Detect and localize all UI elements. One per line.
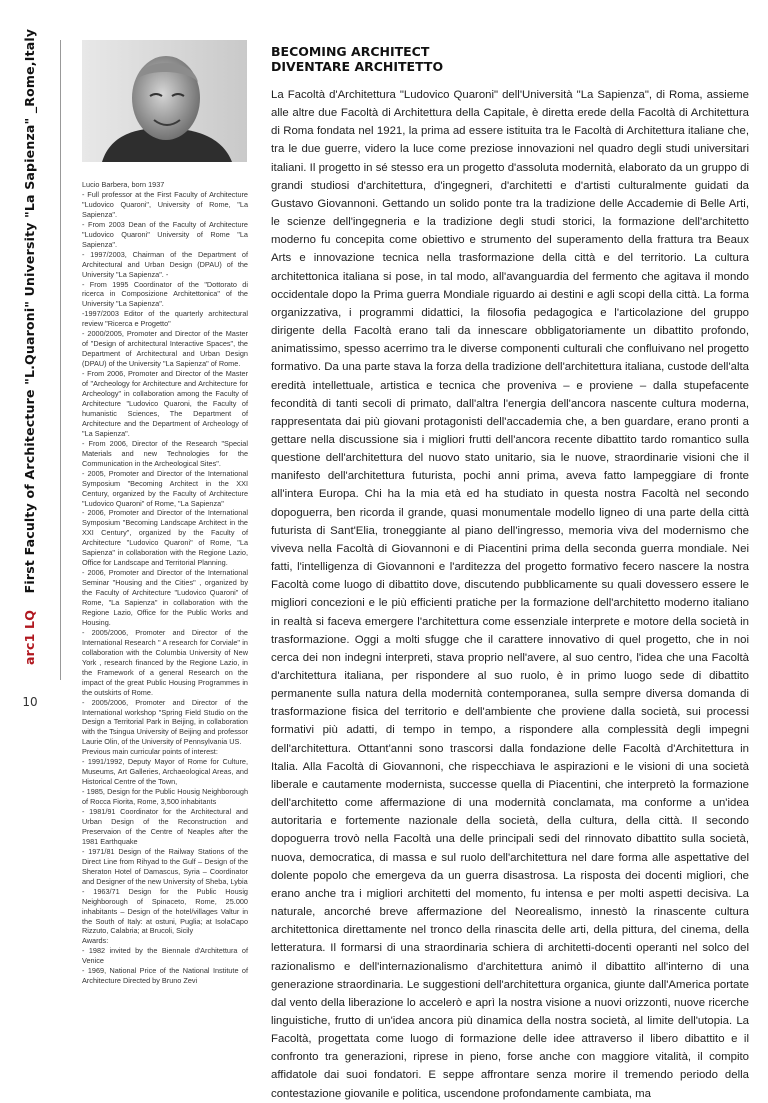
bio-line: - Full professor at the First Faculty of Architecture "Ludovico Quaroni", University of Rome, "La Sapienza". xyxy=(82,189,248,219)
page-title xyxy=(271,44,443,74)
title-italian: DIVENTARE ARCHITETTO xyxy=(271,59,444,74)
bio-line: - 2000/2005, Promoter and Director of the Master of "Design of architectural Interactive Spaces", the Department of Architectural and Urban Design (DPAU) of the University "La Sapienza" of Rome. xyxy=(82,329,248,369)
spine xyxy=(0,28,61,680)
bio-line: - 1971/81 Design of the Railway Stations of the Direct Line from Rihyad to the Gulf – Design of the Sheraton Hotel of Damascus, Syria – Coordinator and Designer of the new University of Sheba, Lybia xyxy=(82,846,248,886)
bio-line: - 1982 invited by the Biennale d'Architettura of Venice xyxy=(82,946,248,966)
bio-line: - 2005/2006, Promoter and Director of the International Research " A research for Corviale" in collaboration with the Columbia University of New York , research financed by the Regione Lazio, in the Framework of a general Research on the impact of the great Public Housing Programmes in the outskirts of Rome. xyxy=(82,627,248,697)
bio-line: - 1985, Design for the Public Housig Neighborough of Rocca Fiorita, Rome, 3,500 inhabitants xyxy=(82,787,248,807)
article-body: La Facoltà d'Architettura "Ludovico Quaroni" dell'Università "La Sapienza", di Roma, assieme alle altre due Facoltà di Architettura della Capitale, è diretta erede della Facoltà di Architettura di Roma fondata nel 1921, la prima ad essere istituita tra le Facoltà di Architettura italiane che, tra le due guerre, videro la luce come preziose innovazioni nel quadro degli studi universitari italiani. Il progetto in sé stesso era un progetto d'assoluta modernità, elaborato da un gruppo di grandi studiosi d'architettura, d'ingegneri, d'architetti e d'artisti culturalmente guidati da Gustavo Giovannoni. Gettando un solido ponte tra la tradizione delle Accademie di Belle Arti, le scienze dell'ingegneria e la tradizione degli studi storici, la formazione dell'architetto moderno fu concepita come obiettivo e strumento del superamento della frattura tra Beaux Arts e innovazione tecnica nella trasformazione della città e del territorio. La cultura architettonica italiana si pose, in tal modo, all'avanguardia del fermento che agitava il mondo occidentale dopo la Prima guerra Mondiale riguardo ai destini e agli scopi della città. La forma organizzativa, i programmi didattici, la filosofia pedagogica e l'articolazione del gruppo dirigente della Facoltà erano tali da innescare obbligatoriamente un dibattito profondo, animatissimo, spesso acerrimo tra le diverse componenti culturali che confluivano nel progetto formativo. Da una parte stava la forza della tradizione dell'architettura italiana, custode dell'alta eredità intellettuale, artistica e tecnica che proveniva – e proviene – dalla stupefacente fecondità di tanti secoli di primato, dall'altra l'energia dell'ancora nascente cultura moderna, rappresentata dai più giovani protagonisti dell'accademia che, a ben guardare, erano pronti a gettare nella discussione sia i migliori frutti dell'ancora recente dibattito tardo romantico sulla questione dell'architettura del nuovo stato unitario, sia le nuove, straordinarie visioni che il manifesto dell'architettura futurista, pochi anni prima, aveva fatto lampeggiare di fronte all'intera Europa. Chi ha la mia età ed ha studiato in questa nostra Facoltà nel secondo dopoguerra, ben ricorda il grande, quasi monumentale modello ligneo di una parte della città futurista di Sant'Elia, troneggiante al piano dell'ingresso, memoria viva del modernismo che viveva nella Facoltà di Giovannoni e di Piacentini prima della seconda guerra mondiale. Nei fatti, l'intelligenza di Giovannoni e l'arditezza del progetto formativo fecero nascere la nostra Facoltà come luogo di dibattito dove, discutendo pubblicamente su quali dovessero essere le migliori concezioni e le più efficienti pratiche per la formazione dell'architetto moderno italiano in realtà si faceva emergere l'architettura come essenziale interprete e motore della società in trasformazione. Oggi a molti sfugge che il carattere innovativo di quel progetto, che in noi cerca dei non indegni interpreti, stava proprio nell'avere, al suo centro, l'idea che una Facoltà d'architettura italiana, per rispondere al suo ruolo, è in primo luogo sede di dibattito permanente sulla natura della modernità contemporanea, sulla sempre diversa domanda di trasformazione fisica del territorio e dell'ambiente che proviene dalla società, sui processi formativi più adatti, di tempo in tempo, a rispondere alla complessità degli impegni dell'architettura. Ottant'anni sono trascorsi dalla fondazione delle Facoltà d'Architettura in Italia. Alla Facoltà di Giovannoni, che rispecchiava le aspirazioni e le visioni di una società liberale e cautamente modernista, successe quella di Piacentini, che interpretò la formazione dell'architetto come affermazione di una modernità conclamata, ma conforme a un'idea autoritaria e fortemente nazionale della società, della cultura, della città. Il secondo dopoguerra trovò nella Facoltà una delle principali sedi del rinnovato dibattito sulla società, nuova, democratica, di massa e sul ruolo dell'architettura nel dare forma alle aspettative del dolente popolo che emergeva da un guerra disastrosa. La risposta dei docenti migliori, che erano anche tra i migliori architetti del momento, fu intensa e per molti aspetti decisiva. La naturale, ancorché breve affermazione del Neorealismo, innestò la rinascente cultura architettonica direttamente nel tronco della rinascita delle arti, della pittura, del cinema, della letteratura. Il formarsi di una straordinaria schiera di architetti-docenti operanti nel solco del razionalismo e dell'internazionalismo d'architettura animò il dibattito all'interno di una generazione straordinaria. Le suggestioni dell'architettura organica, giunte dall'America portate dal vento della liberazione lo accelerò e aprì la nostra visione a nuovi orizzonti, nuove ricerche linguistiche, frutto di un'idea ancora più dinamica della nostra società, al limite dell'utopia. La Facoltà, progettata come luogo di formazione delle idee attraverso il libero dibattito e il confronto tra generazioni, riprese in pieno, forse anche con maggiore vitalità, il compito affidatole dai suoi fondatori. E seppe affrontare senza morire il tremendo periodo della contestazione giovanile e politica, uscendone profondamente cambiata, ma xyxy=(271,89,749,1100)
bio-line: - 2005/2006, Promoter and Director of the International workshop "Spring Field Studio on the Design a Territorial Park in Beijing, in collaboration with the Tsingua University of Beijing and professor Laurie Olin, of the University of Pennsylvania US. xyxy=(82,697,248,747)
bio-line: - 1991/1992, Deputy Mayor of Rome for Culture, Museums, Art Galleries, Archaeological Areas, and Historical Centre of the Town, xyxy=(82,757,248,787)
bio-line: Lucio Barbera, born 1937 xyxy=(82,180,165,189)
bio-line: - From 2003 Dean of the Faculty of Architecture "Ludovico Quaroni" University of Rome "La Sapienza". xyxy=(82,219,248,249)
bio-line: - 2006, Promoter and Director of the International Seminar "Housing and the Cities" , organized by the Faculty of Architecture "Ludovico Quaroni" of Rome, "La Sapienza" in collaboration with the Regione Lazio, Office for the Public Works and Housing. xyxy=(82,568,248,627)
spine-title xyxy=(22,0,38,665)
bio-line: - 1963/71 Design for the Public Housig Neighborough of Spinaceto, Rome, 25.000 inhabitants – Design of the hotel/villages Valtur in the South of Italy: at ostuni, Puglia; at IsolaCapo Rizzuto, Calabria; at Brucoli, Sicily xyxy=(82,886,248,936)
page-number: 10 xyxy=(22,695,38,709)
portrait-photo xyxy=(82,40,247,162)
bio-line: - From 2006, Promoter and Director of the Master of "Archeology for Architecture and Architecture for Archeology" in collaboration among the Faculty of Architecture "Ludovico Quaroni, the Faculty of humanistic Sciences, The Department of Architecture and the Department of Archeology of "La Sapienza". xyxy=(82,369,248,438)
bio-line: - 1997/2003, Chairman of the Department of Architectural and Urban Design (DPAU) of the University "La Sapienza". - xyxy=(82,249,248,279)
biography xyxy=(82,180,248,986)
journal-subtitle: First Faculty of Architecture "L.Quaroni" University "La Sapienza" _Rome,Italy xyxy=(22,28,37,594)
title-english: BECOMING ARCHITECT xyxy=(271,44,430,59)
bio-line: -1997/2003 Editor of the quarterly architectural review "Ricerca e Progetto" xyxy=(82,309,248,329)
bio-line: Awards: xyxy=(82,936,109,946)
journal-brand: arc1 LQ xyxy=(22,609,37,665)
bio-line: - From 1995 Coordinator of the "Dottorato di ricerca in Composizione Architettonica" of the University "La Sapienza". xyxy=(82,279,248,309)
bio-line: - 2006, Promoter and Director of the International Symposium "Becoming Landscape Architect in the XXI Century", organized by the Faculty of Architecture "Ludovico Quaroni" of Rome, "La Sapienza" in collaboration with the Regione Lazio, Office for Landscape and Territorial Planning. xyxy=(82,508,248,568)
bio-line: - 1969, National Price of the National Institute of Architecture Directed by Bruno Zevi xyxy=(82,966,248,986)
bio-line: Previous main curricular points of interest: xyxy=(82,747,218,757)
bio-line: - 2005, Promoter and Director of the International Symposium "Becoming Architect in the XXI Century, organized by the Faculty of Architecture "Ludovico Quaroni" of Rome, "La Sapienza" xyxy=(82,468,248,508)
bio-line: - 1981/91 Coordinator for the Architectural and Urban Design of the Reconstruction and Preservaion of the Centre of Neaples after the 1981 Earthquake xyxy=(82,807,248,846)
bio-line: - From 2006, Director of the Research "Special Materials and new Technologies for the Communication in the Archeological Sites". xyxy=(82,438,248,468)
